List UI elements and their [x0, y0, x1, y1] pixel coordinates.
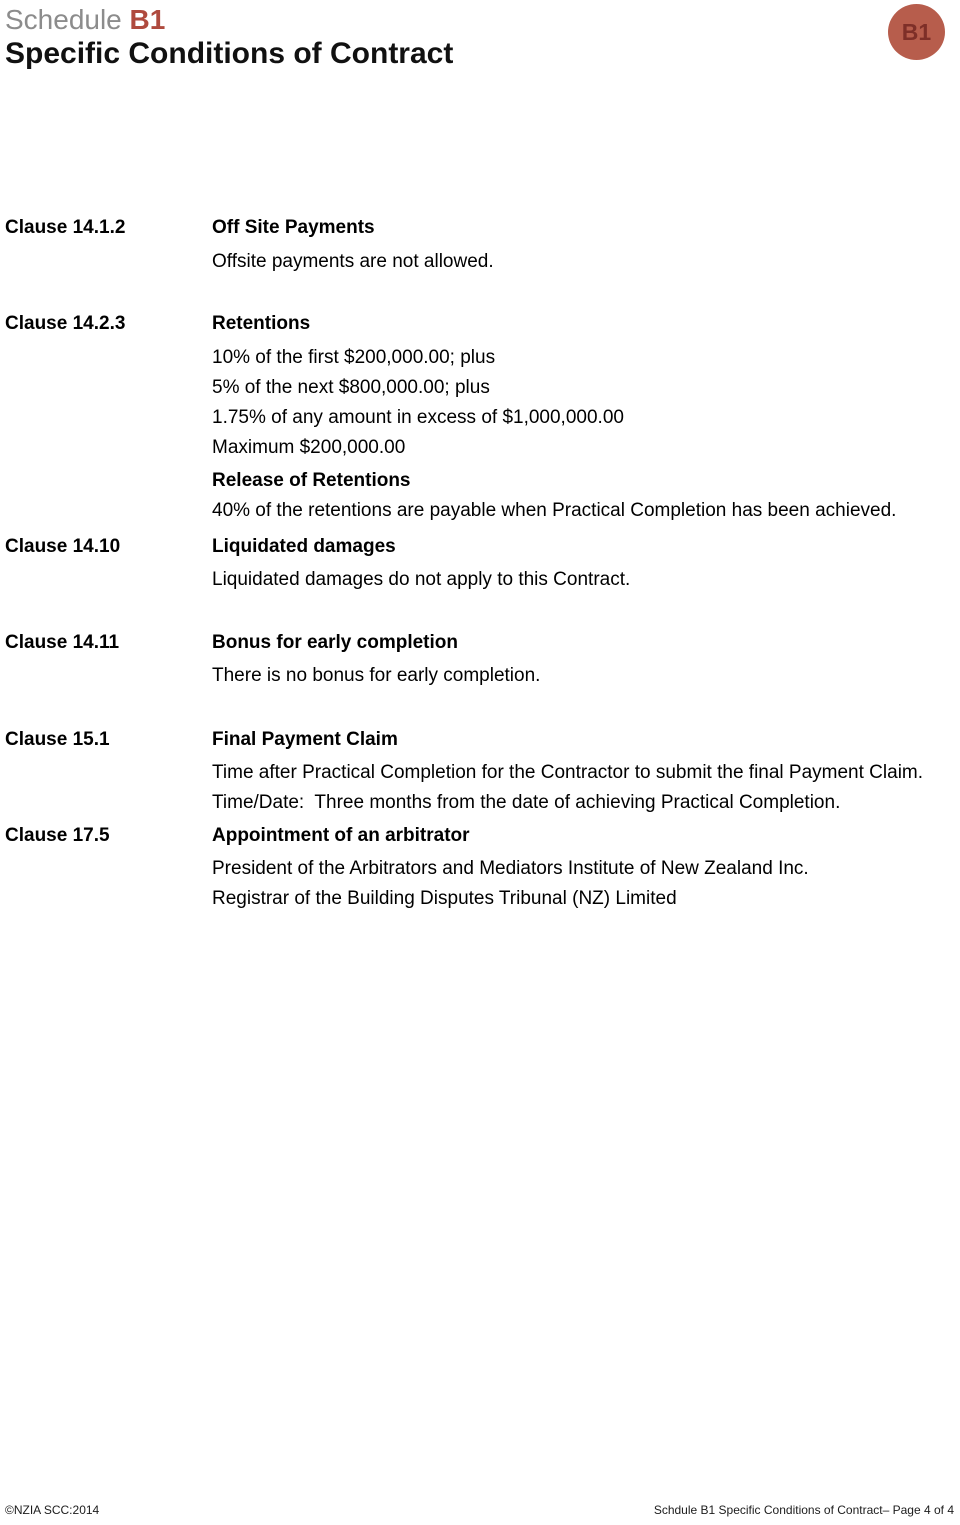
footer-copyright: ©NZIA SCC:2014 [5, 1503, 100, 1517]
clause-number: Clause 15.1 [5, 729, 110, 750]
clause-content [212, 725, 955, 818]
section-title: Final Payment Claim [212, 729, 398, 750]
clause-number: Clause 14.11 [5, 632, 120, 653]
section-text: President of the Arbitrators and Mediators Institute of New Zealand Inc. [212, 858, 809, 879]
schedule-heading [5, 2, 453, 37]
page-header [5, 2, 453, 71]
clause-content [212, 628, 955, 691]
section-title: Off Site Payments [212, 217, 375, 238]
page-title: Specific Conditions of Contract [5, 37, 454, 70]
section-title: Retentions [212, 313, 311, 334]
section-title: Bonus for early completion [212, 632, 458, 653]
section-text: 5% of the next $800,000.00; plus [212, 377, 490, 398]
clause-section-14-11 [5, 628, 955, 691]
section-text: 40% of the retentions are payable when Practical Completion has been achieved. [212, 500, 897, 521]
section-text: Offsite payments are not allowed. [212, 251, 494, 272]
clause-number: Clause 14.10 [5, 536, 121, 557]
page-footer [5, 1503, 954, 1518]
clause-number: Clause 17.5 [5, 825, 110, 846]
section-text: There is no bonus for early completion. [212, 665, 541, 686]
section-text: Maximum $200,000.00 [212, 437, 406, 458]
section-text: Time after Practical Completion for the Contractor to submit the final Payment Claim. [212, 762, 924, 783]
clause-content [212, 532, 955, 595]
section-title: Liquidated damages [212, 536, 396, 557]
clause-section-14-10 [5, 532, 955, 595]
clause-number: Clause 14.2.3 [5, 313, 126, 334]
clause-content [212, 821, 955, 914]
clause-section-15-1 [5, 725, 955, 818]
section-text: Registrar of the Building Disputes Tribunal (NZ) Limited [212, 888, 677, 909]
clause-section-14-2-3 [5, 309, 955, 526]
section-title: Appointment of an arbitrator [212, 825, 470, 846]
section-text: Liquidated damages do not apply to this Contract. [212, 569, 631, 590]
clause-content [212, 213, 955, 277]
section-text: Time/Date: Three months from the date of achieving Practical Completion. [212, 792, 841, 813]
clause-content [212, 309, 955, 526]
schedule-code: B1 [129, 4, 166, 35]
footer-page-number: Schdule B1 Specific Conditions of Contract– Page 4 of 4 [653, 1503, 954, 1517]
clause-section-17-5 [5, 821, 955, 914]
section-text: 10% of the first $200,000.00; plus [212, 347, 496, 368]
schedule-label: Schedule [5, 4, 122, 35]
section-subheading: Release of Retentions [212, 470, 411, 491]
section-text: 1.75% of any amount in excess of $1,000,000.00 [212, 407, 624, 428]
clause-number: Clause 14.1.2 [5, 217, 126, 238]
clause-section-14-1-2 [5, 213, 955, 277]
schedule-badge: B1 [888, 4, 945, 60]
